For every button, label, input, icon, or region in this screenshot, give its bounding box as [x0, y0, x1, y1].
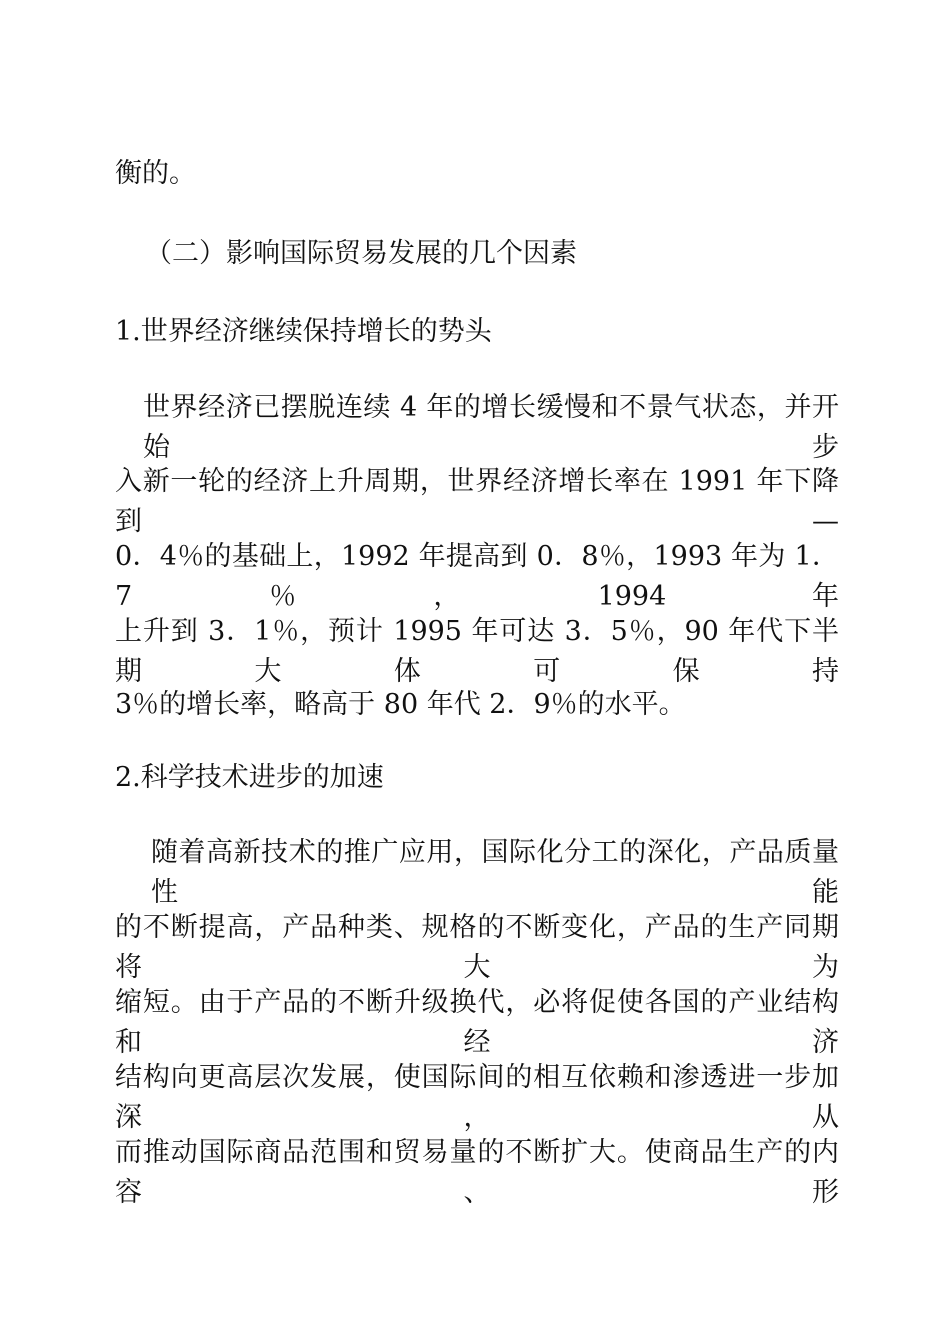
paragraph-1-line-2: 入新一轮的经济上升周期，世界经济增长率在 1991 年下降到—: [115, 466, 839, 537]
paragraph-2-line-5: 而推动国际商品范围和贸易量的不断扩大。使商品生产的内容、形: [115, 1137, 839, 1208]
paragraph-1-line-3: 0．4％的基础上，1992 年提高到 0．8％，1993 年为 1．7％，1994 年: [115, 541, 839, 612]
subheading-2: 2.科学技术进步的加速: [115, 762, 384, 793]
section-heading: （二）影响国际贸易发展的几个因素: [145, 238, 577, 269]
paragraph-2-line-2: 的不断提高，产品种类、规格的不断变化，产品的生产同期将大为: [115, 912, 839, 983]
paragraph-continuation: 衡的。: [115, 158, 196, 189]
subheading-1: 1.世界经济继续保持增长的势头: [115, 316, 492, 347]
paragraph-2-line-1: 随着高新技术的推广应用，国际化分工的深化，产品质量性能: [151, 837, 839, 908]
paragraph-1-line-1: 世界经济已摆脱连续 4 年的增长缓慢和不景气状态，并开始步: [143, 392, 839, 463]
paragraph-1-line-5: 3％的增长率，略高于 80 年代 2．9％的水平。: [115, 689, 686, 720]
paragraph-2-line-4: 结构向更高层次发展，使国际间的相互依赖和渗透进一步加深，从: [115, 1062, 839, 1133]
paragraph-1-line-4: 上升到 3．1％，预计 1995 年可达 3．5％，90 年代下半期大体可保持: [115, 616, 839, 687]
paragraph-2-line-3: 缩短。由于产品的不断升级换代，必将促使各国的产业结构和经济: [115, 987, 839, 1058]
